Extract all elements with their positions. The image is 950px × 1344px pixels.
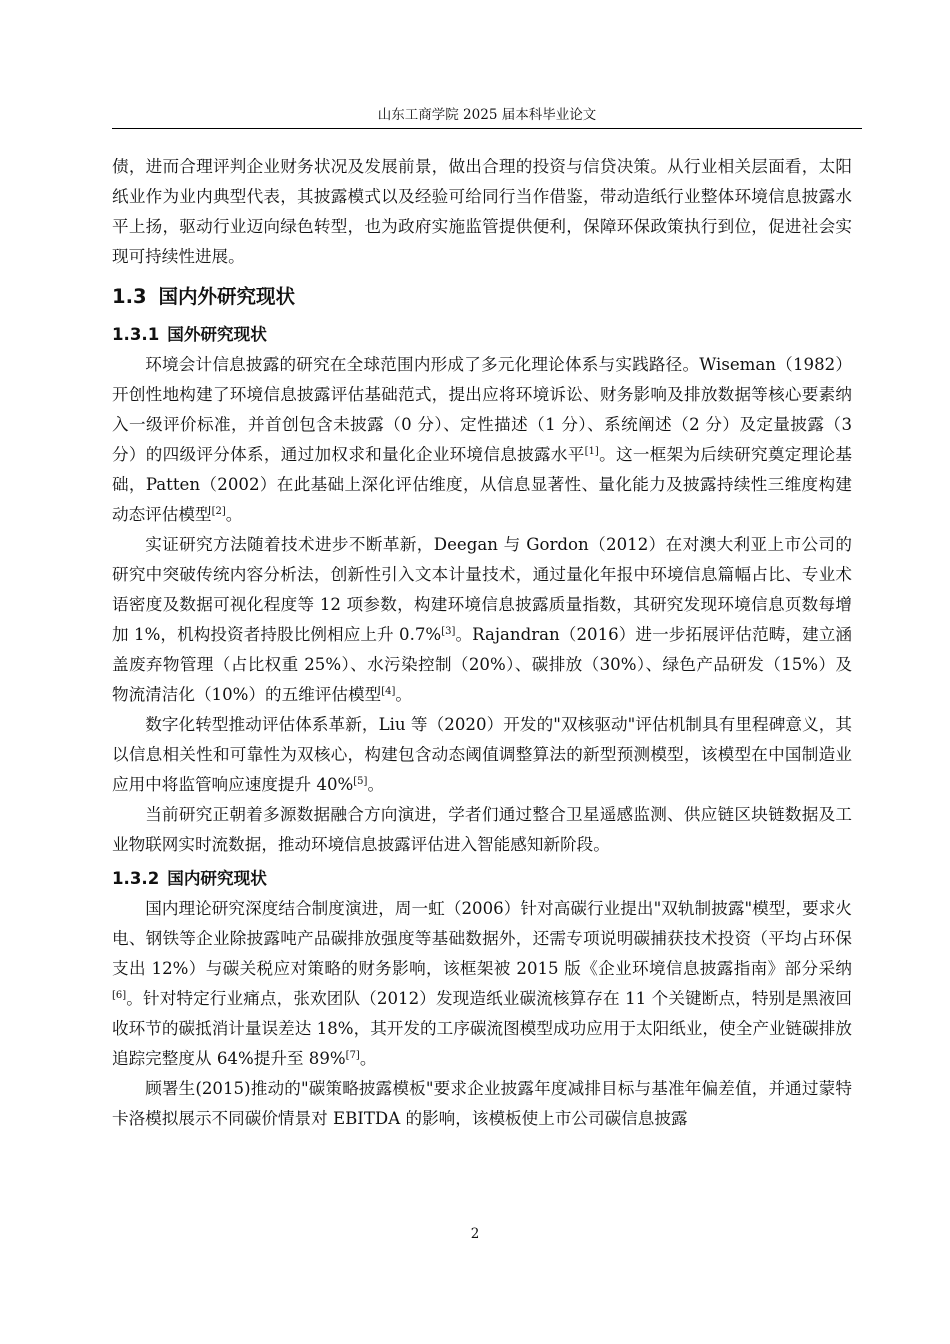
intro-paragraph: 债，进而合理评判企业财务状况及发展前景，做出合理的投资与信贷决策。从行业相关层面看，太阳纸业作为业内典型代表，其披露模式以及经验可给同行当作借鉴，带动造纸行业整体环境信息披露水平上扬，驱动行业迈向绿色转型，也为政府实施监管提供便利，保障环保政策执行到位，促进社会实现可持续性进展。: [112, 157, 852, 266]
page-body: [112, 152, 852, 1134]
citation-3: [3]: [441, 626, 456, 637]
citation-5: [5]: [353, 776, 368, 787]
text-run: 。Rajandran（2016）进一步拓展评估范畴，建立涵盖废弃物管理（占比权重 25%）、水污染控制（20%）、碳排放（30%）、绿色产品研发（15%）及物流清洁化（10%）的五维评估模型: [112, 625, 852, 704]
citation-4: [4]: [381, 686, 396, 697]
text-run: 。: [225, 505, 243, 524]
citation-2: [2]: [211, 506, 226, 517]
citation-1: [1]: [584, 446, 599, 457]
page-number: 2: [470, 1226, 480, 1242]
subsection-number: 1.3.1: [112, 325, 160, 344]
subsection-number: 1.3.2: [112, 869, 160, 888]
text-run: 。: [359, 1049, 377, 1068]
paragraph-foreign-3: [112, 710, 852, 800]
subsection-heading-1-3-1: [112, 320, 852, 350]
subsection-title: 国外研究现状: [167, 325, 267, 344]
paragraph-foreign-4: 当前研究正朝着多源数据融合方向演进，学者们通过整合卫星遥感监测、供应链区块链数据及工业物联网实时流数据，推动环境信息披露评估进入智能感知新阶段。: [112, 805, 852, 854]
paragraph-domestic-2: 顾署生(2015)推动的"碳策略披露模板"要求企业披露年度减排目标与基准年偏差值，并通过蒙特卡洛模拟展示不同碳价情景对 EBITDA 的影响，该模板使上市公司碳信息披露: [112, 1079, 852, 1128]
paragraph-foreign-1: [112, 350, 852, 530]
paragraph-foreign-2: [112, 530, 852, 710]
citation-6: [6]: [112, 990, 127, 1001]
section-number: 1.3: [112, 285, 147, 308]
text-run: 。: [367, 775, 385, 794]
running-header: 山东工商学院 2025 届本科毕业论文: [377, 107, 597, 123]
citation-7: [7]: [345, 1050, 360, 1061]
text-run: 。这一框架为后续研究奠定理论基础，Patten（2002）在此基础上深化评估维度，从信息显著性、量化能力及披露持续性三维度构建动态评估模型: [112, 445, 853, 524]
text-run: 。针对特定行业痛点，张欢团队（2012）发现造纸业碳流核算存在 11 个关键断点，特别是黑液回收环节的碳抵消计量误差达 18%，其开发的工序碳流图模型成功应用于太阳纸业，使全产业链碳排放追踪完整度从 64%提升至 89%: [112, 989, 852, 1068]
text-run: 国内理论研究深度结合制度演进，周一虹（2006）针对高碳行业提出"双轨制披露"模型，要求火电、钢铁等企业除披露吨产品碳排放强度等基础数据外，还需专项说明碳捕获技术投资（平均占环保支出 12%）与碳关税应对策略的财务影响，该框架被 2015 版《企业环境信息披露指南》部分采纳: [112, 899, 852, 978]
text-run: 实证研究方法随着技术进步不断革新，Deegan 与 Gordon（2012）在对澳大利亚上市公司的研究中突破传统内容分析法，创新性引入文本计量技术，通过量化年报中环境信息篇幅占比、专业术语密度及数据可视化程度等 12 项参数，构建环境信息披露质量指数，其研究发现环境信息页数每增加 1%，机构投资者持股比例相应上升 0.7%: [112, 535, 852, 644]
text-run: 数字化转型推动评估体系革新，Liu 等（2020）开发的"双核驱动"评估机制具有里程碑意义，其以信息相关性和可靠性为双核心，构建包含动态阈值调整算法的新型预测模型，该模型在中国制造业应用中将监管响应速度提升 40%: [112, 715, 852, 794]
subsection-heading-1-3-2: [112, 864, 852, 894]
paragraph-domestic-1: [112, 894, 852, 1074]
subsection-title: 国内研究现状: [167, 869, 267, 888]
section-title: 国内外研究现状: [158, 285, 296, 308]
header-rule: [112, 128, 862, 129]
text-run: 环境会计信息披露的研究在全球范围内形成了多元化理论体系与实践路径。Wiseman（1982）开创性地构建了环境信息披露评估基础范式，提出应将环境诉讼、财务影响及排放数据等核心要素纳入一级评价标准，并首创包含未披露（0 分）、定性描述（1 分）、系统阐述（2 分）及定量披露（3 分）的四级评分体系，通过加权求和量化企业环境信息披露水平: [112, 355, 852, 464]
section-heading-1-3: [112, 280, 852, 314]
text-run: 。: [395, 685, 412, 704]
